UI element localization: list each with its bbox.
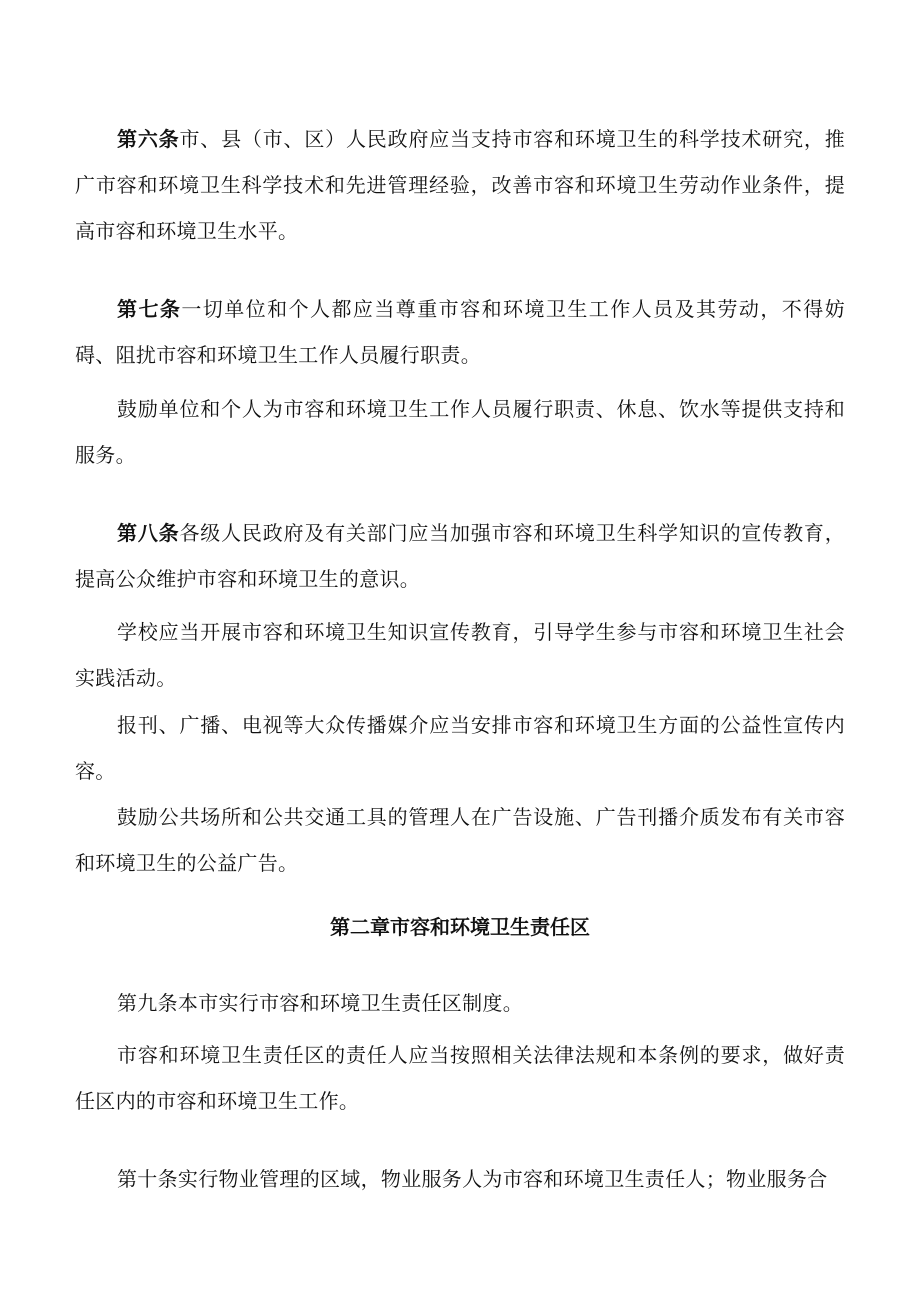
- article-8-para-3-text: 报刊、广播、电视等大众传播媒介应当安排市容和环境卫生方面的公益性宣传内容。: [75, 713, 845, 783]
- article-9-text: 第九条本市实行市容和环境卫生责任区制度。: [117, 991, 523, 1015]
- article-8-para-4-text: 鼓励公共场所和公共交通工具的管理人在广告设施、广告刊播介质发布有关市容和环境卫生的公益广告。: [75, 805, 845, 875]
- article-8-para-4: [75, 794, 845, 886]
- chapter-title: 第二章市容和环境卫生责任区: [330, 915, 590, 939]
- article-9: [75, 980, 845, 1026]
- article-8-para-3: [75, 702, 845, 794]
- article-8-text: 各级人民政府及有关部门应当加强市容和环境卫生科学知识的宣传教育，提高公众维护市容和环境卫生的意识。: [75, 521, 845, 591]
- article-8-label: 第八条: [117, 521, 180, 545]
- article-7-para-2-text: 鼓励单位和个人为市容和环境卫生工作人员履行职责、休息、饮水等提供支持和服务。: [75, 397, 845, 467]
- article-6: [75, 116, 845, 254]
- article-7-para-2: [75, 386, 845, 478]
- article-9-para-2: [75, 1032, 845, 1124]
- article-8-para-2: [75, 609, 845, 701]
- article-10-text: 第十条实行物业管理的区域，物业服务人为市容和环境卫生责任人；物业服务合: [117, 1167, 828, 1191]
- article-7-label: 第七条: [117, 297, 182, 321]
- article-7: [75, 286, 845, 378]
- article-10: [75, 1156, 845, 1202]
- article-6-label: 第六条: [117, 127, 180, 151]
- article-9-para-2-text: 市容和环境卫生责任区的责任人应当按照相关法律法规和本条例的要求，做好责任区内的市容和环境卫生工作。: [75, 1043, 845, 1113]
- article-8: [75, 510, 845, 602]
- article-6-text: 市、县（市、区）人民政府应当支持市容和环境卫生的科学技术研究，推广市容和环境卫生科学技术和先进管理经验，改善市容和环境卫生劳动作业条件，提高市容和环境卫生水平。: [75, 127, 845, 243]
- article-8-para-2-text: 学校应当开展市容和环境卫生知识宣传教育，引导学生参与市容和环境卫生社会实践活动。: [75, 620, 845, 690]
- article-7-text: 一切单位和个人都应当尊重市容和环境卫生工作人员及其劳动，不得妨碍、阻扰市容和环境卫生工作人员履行职责。: [75, 297, 845, 367]
